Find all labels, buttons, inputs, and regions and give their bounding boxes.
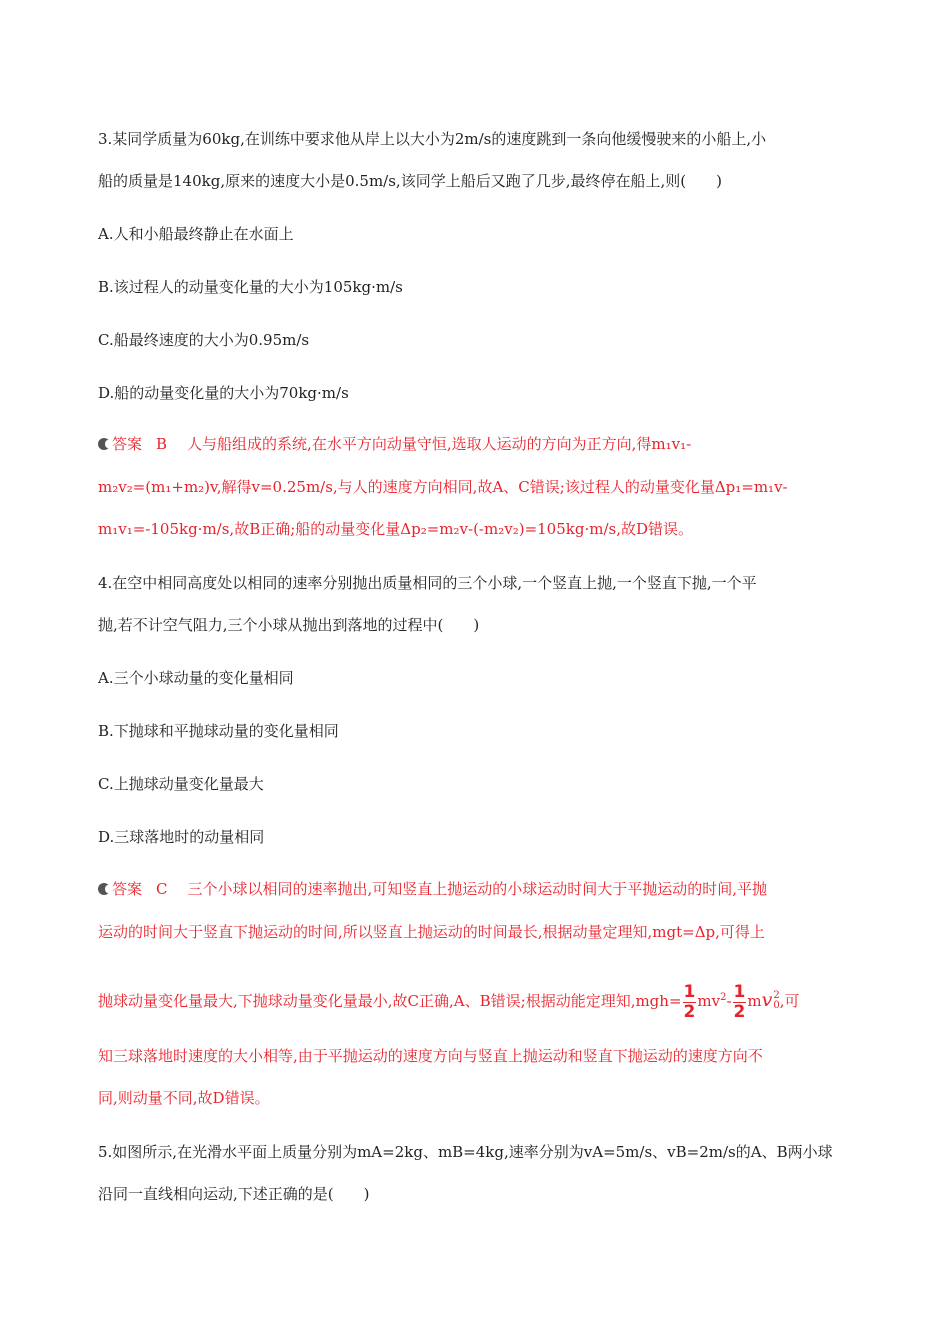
answer-letter: C <box>156 880 168 898</box>
q4-stem-line-1: 4.在空中相同高度处以相同的速率分别抛出质量相同的三个小球,一个竖直上抛,一个竖直下抛,一个平 <box>98 574 757 592</box>
q4-option-c: C.上抛球动量变化量最大 <box>98 775 264 793</box>
fraction-half: $\frac{1}{2}$ <box>733 981 746 1022</box>
q4-answer-line-1 <box>98 878 767 900</box>
q4-option-d: D.三球落地时的动量相同 <box>98 828 265 846</box>
answer-label: 答案 <box>112 880 143 898</box>
answer-label: 答案 <box>112 435 143 453</box>
q4-answer-line-3: 抛球动量变化量最大,下抛球动量变化量最小,故C正确,A、B错误;根据动能定理知,mgh= $\frac{1}{2}$ $mv^2-$ $\frac{1}{2}$ mv 2 0 ,可 <box>98 981 800 1022</box>
answer-letter: B <box>156 435 168 453</box>
q5-stem-line-1: 5.如图所示,在光滑水平面上质量分别为mA=2kg、mB=4kg,速率分别为vA=5m/s、vB=2m/s的A、B两小球 <box>98 1143 833 1161</box>
q3-option-a: A.人和小船最终静止在水面上 <box>98 225 294 243</box>
v0-squared: v 2 0 <box>761 989 780 1011</box>
answer-icon <box>98 883 110 895</box>
q4-answer-line-4: 知三球落地时速度的大小相等,由于平抛运动的速度方向与竖直上抛运动和竖直下抛运动的速度方向不 <box>98 1047 763 1065</box>
q3-stem-line-1: 3.某同学质量为60kg,在训练中要求他从岸上以大小为2m/s的速度跳到一条向他缓慢驶来的小船上,小 <box>98 130 767 148</box>
q5-stem-line-2: 沿同一直线相向运动,下述正确的是( ) <box>98 1185 370 1203</box>
q4-option-b: B.下抛球和平抛球动量的变化量相同 <box>98 722 339 740</box>
fraction-half: $\frac{1}{2}$ <box>683 981 696 1022</box>
answer-text: 人与船组成的系统,在水平方向动量守恒,选取人运动的方向为正方向,得m₁v₁- <box>187 435 692 453</box>
q4-answer-line-2: 运动的时间大于竖直下抛运动的时间,所以竖直上抛运动的时间最长,根据动量定理知,mgt=Δp,可得上 <box>98 923 765 941</box>
q3-stem-line-2: 船的质量是140kg,原来的速度大小是0.5m/s,该同学上船后又跑了几步,最终停在船上,则( ) <box>98 172 722 190</box>
q3-option-b: B.该过程人的动量变化量的大小为105kg·m/s <box>98 278 403 296</box>
q4-stem-line-2: 抛,若不计空气阻力,三个小球从抛出到落地的过程中( ) <box>98 616 480 634</box>
answer-icon <box>98 438 110 450</box>
q3-answer-line-3: m₁v₁=-105kg·m/s,故B正确;船的动量变化量Δp₂=m₂v-(-m₂v₂)=105kg·m/s,故D错误。 <box>98 520 693 538</box>
q4-answer-line-5: 同,则动量不同,故D错误。 <box>98 1089 270 1107</box>
q3-option-d: D.船的动量变化量的大小为70kg·m/s <box>98 384 349 402</box>
q4-option-a: A.三个小球动量的变化量相同 <box>98 669 294 687</box>
q3-option-c: C.船最终速度的大小为0.95m/s <box>98 331 310 349</box>
q3-answer-line-1 <box>98 433 691 455</box>
answer-text: 三个小球以相同的速率抛出,可知竖直上抛运动的小球运动时间大于平抛运动的时间,平抛 <box>187 880 768 898</box>
answer-text: 抛球动量变化量最大,下抛球动量变化量最小,故C正确,A、B错误;根据动能定理知,mgh= <box>98 992 682 1010</box>
q3-answer-line-2: m₂v₂=(m₁+m₂)v,解得v=0.25m/s,与人的速度方向相同,故A、C错误;该过程人的动量变化量Δp₁=m₁v- <box>98 478 788 496</box>
